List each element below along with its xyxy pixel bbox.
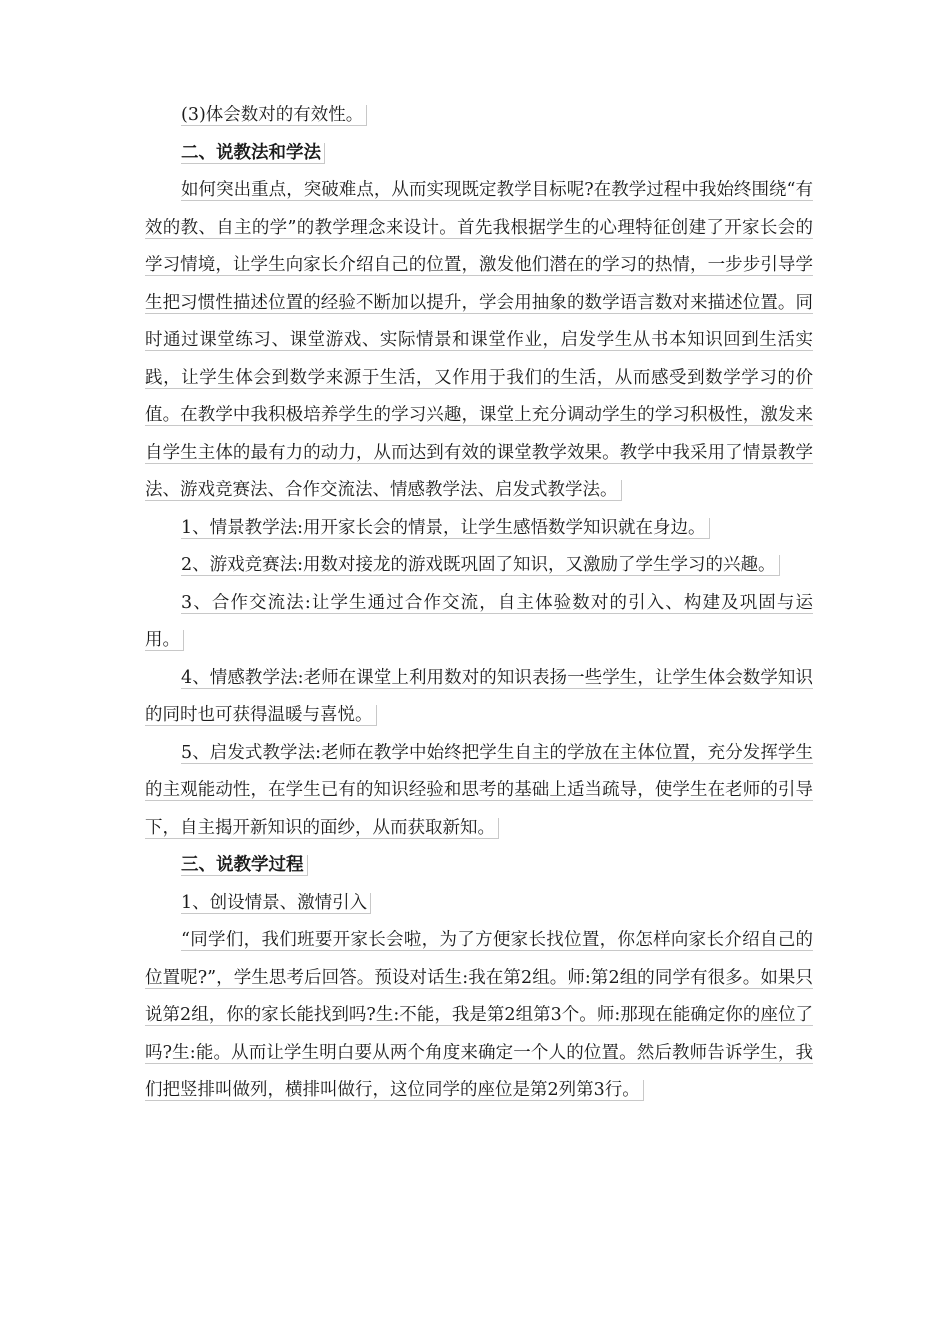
objective-item-3-text: (3)体会数对的有效性。 xyxy=(181,105,367,126)
section-2-intro-text: 如何突出重点，突破难点，从而实现既定教学目标呢?在教学过程中我始终围绕“有效的教、自主的学”的教学理念来设计。首先我根据学生的心理特征创建了开家长会的学习情境，让学生向家长介绍自己的位置，激发他们潜在的学习的热情，一步步引导学生把习惯性描述位置的经验不断加以提升，学会用抽象的数学语言数对来描述位置。同时通过课堂练习、课堂游戏、实际情景和课堂作业，启发学生从书本知识回到生活实践，让学生体会到数学来源于生活，又作用于我们的生活，从而感受到数学学习的价值。在教学中我积极培养学生的学习兴趣，课堂上充分调动学生的学习积极性，激发来自学生主体的最有力的动力，从而达到有效的课堂教学效果。教学中我采用了情景教学法、游戏竞赛法、合作交流法、情感教学法、启发式教学法。 xyxy=(145,180,813,500)
method-4 xyxy=(145,660,813,735)
method-1-text: 1、情景教学法:用开家长会的情景，让学生感悟数学知识就在身边。 xyxy=(181,518,710,539)
step-1-body-text: “同学们，我们班要开家长会啦，为了方便家长找位置，你怎样向家长介绍自己的位置呢?”，学生思考后回答。预设对话生:我在第2组。师:第2组的同学有很多。如果只说第2组，你的家长能找到吗?生:不能，我是第2组第3个。师:那现在能确定你的座位了吗?生:能。从而让学生明白要从两个角度来确定一个人的位置。然后教师告诉学生，我们把竖排叫做列，横排叫做行，这位同学的座位是第2列第3行。 xyxy=(145,930,813,1100)
method-5 xyxy=(145,735,813,848)
step-1-heading xyxy=(145,885,813,923)
section-2-heading-text: 二、说教法和学法 xyxy=(181,143,325,164)
objective-item-3 xyxy=(145,97,813,135)
step-1-body xyxy=(145,922,813,1110)
section-2-intro xyxy=(145,172,813,510)
method-3-text: 3、合作交流法:让学生通过合作交流，自主体验数对的引入、构建及巩固与运用。 xyxy=(145,592,813,650)
method-3 xyxy=(145,585,813,660)
section-2-heading xyxy=(145,135,813,173)
section-3-heading-text: 三、说教学过程 xyxy=(181,855,308,876)
method-1 xyxy=(145,510,813,548)
method-2-text: 2、游戏竞赛法:用数对接龙的游戏既巩固了知识，又激励了学生学习的兴趣。 xyxy=(181,555,780,576)
document-body xyxy=(145,97,813,1110)
method-5-text: 5、启发式教学法:老师在教学中始终把学生自主的学放在主体位置，充分发挥学生的主观能动性，在学生已有的知识经验和思考的基础上适当疏导，使学生在老师的引导下，自主揭开新知识的面纱，从而获取新知。 xyxy=(145,742,813,838)
method-4-text: 4、情感教学法:老师在课堂上利用数对的知识表扬一些学生，让学生体会数学知识的同时也可获得温暖与喜悦。 xyxy=(145,667,813,725)
method-2 xyxy=(145,547,813,585)
step-1-heading-text: 1、创设情景、激情引入 xyxy=(181,893,371,914)
section-3-heading xyxy=(145,847,813,885)
